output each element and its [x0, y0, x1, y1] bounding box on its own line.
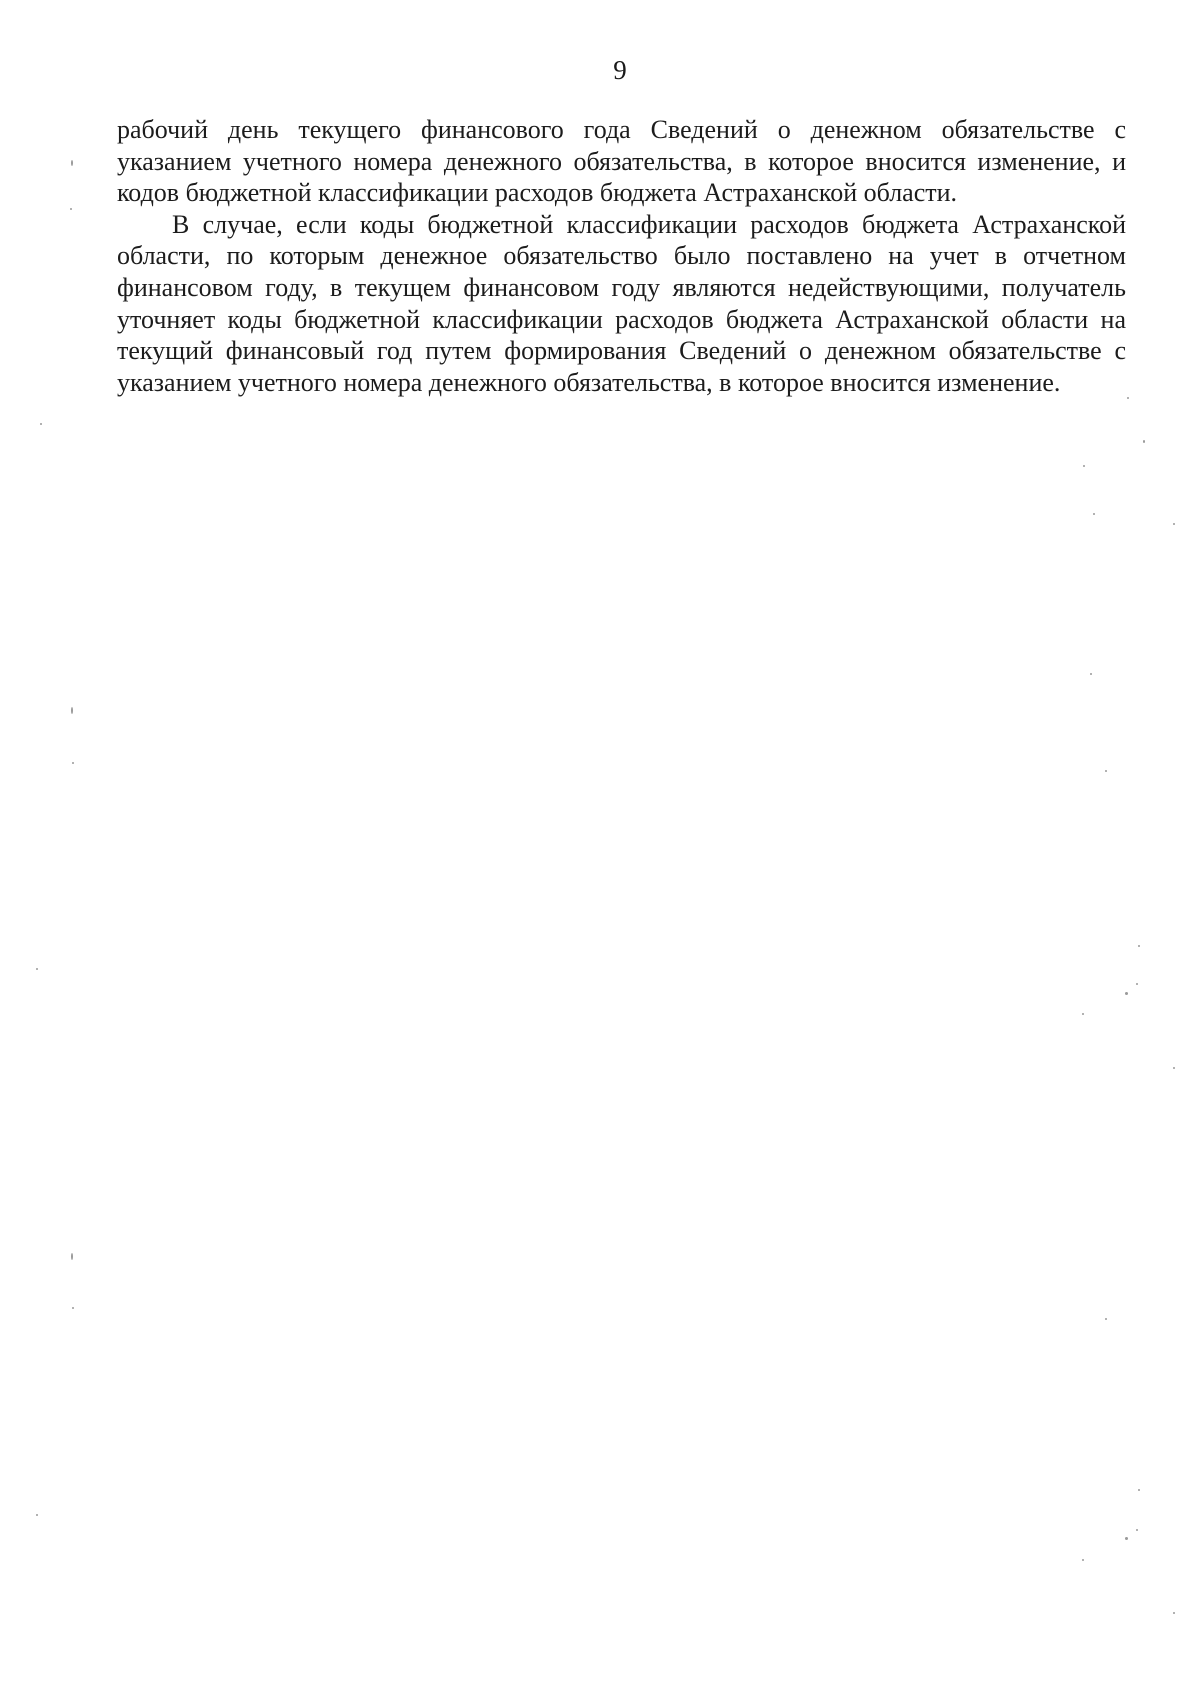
document-body	[117, 114, 1126, 398]
scan-speck	[1173, 523, 1175, 525]
scan-speck	[1082, 1013, 1084, 1015]
scan-speck	[1082, 1559, 1084, 1561]
scan-speck	[1136, 983, 1138, 985]
scan-speck	[1173, 1612, 1175, 1614]
scan-speck	[71, 707, 73, 714]
scan-speck	[70, 208, 72, 210]
scan-speck	[1136, 1529, 1138, 1531]
scan-speck	[1105, 1318, 1107, 1320]
page-number: 9	[613, 55, 627, 85]
scan-speck	[1083, 465, 1085, 467]
paragraph-continuation: рабочий день текущего финансового года Сведений о денежном обязательстве с указанием учетного номера денежного обязательства, в которое вносится изменение, и кодов бюджетной классификации расходов бюджета Астраханской области.	[117, 115, 1126, 208]
scan-speck	[1105, 770, 1107, 772]
scan-speck	[71, 1253, 73, 1260]
scan-speck	[1138, 945, 1140, 947]
scan-speck	[1093, 513, 1095, 515]
scan-speck	[1090, 673, 1092, 675]
scan-speck	[71, 160, 73, 166]
scan-speck	[1138, 1489, 1140, 1491]
paragraph-budget-codes: В случае, если коды бюджетной классификации расходов бюджета Астраханской области, по которым денежное обязательство было поставлено на учет в отчетном финансовом году, в текущем финансовом году являются недействующими, получатель уточняет коды бюджетной классификации расходов бюджета Астраханской области на текущий финансовый год путем формирования Сведений о денежном обязательстве с указанием учетного номера денежного обязательства, в которое вносится изменение.	[117, 209, 1126, 397]
scan-speck	[36, 1514, 38, 1516]
scan-speck	[72, 1307, 74, 1309]
scan-speck	[1127, 397, 1129, 399]
scan-speck	[72, 762, 74, 764]
scan-speck	[1125, 1537, 1128, 1540]
scan-speck	[1143, 440, 1145, 443]
scan-speck	[36, 968, 38, 970]
scan-speck	[1173, 1067, 1175, 1069]
scan-speck	[40, 423, 42, 425]
scan-speck	[1125, 992, 1128, 995]
